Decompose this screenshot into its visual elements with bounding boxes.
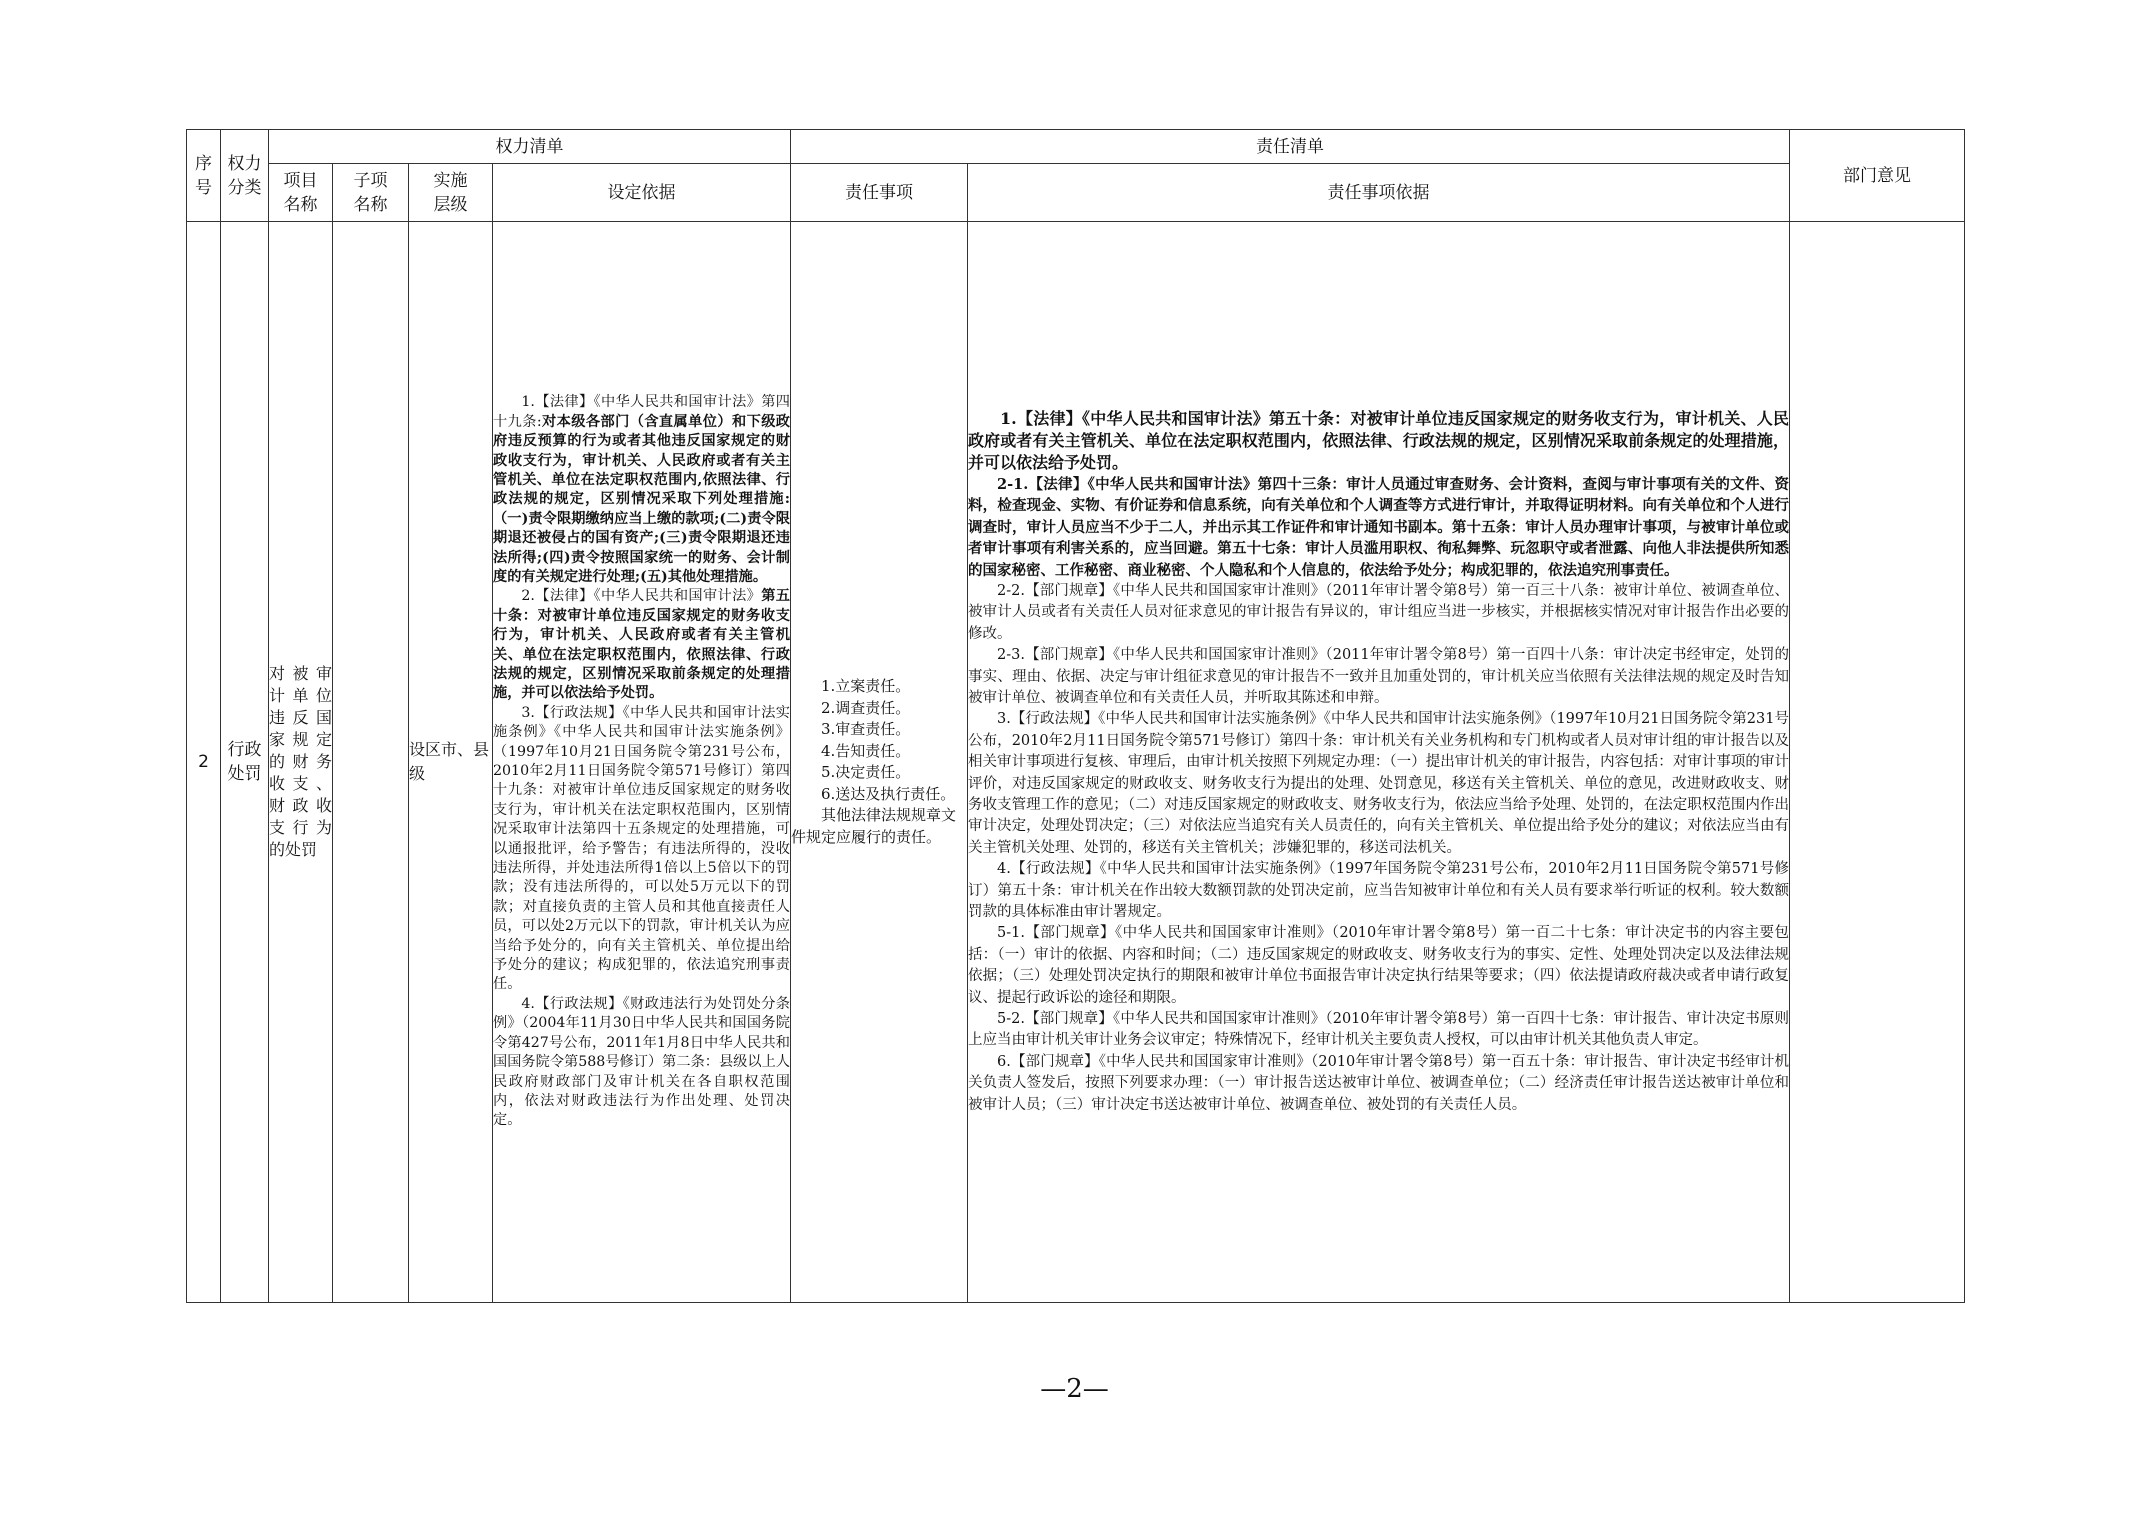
row-seq: 2: [187, 222, 221, 1303]
resp-item: 4.告知责任。: [821, 741, 911, 760]
resp-basis-paragraph: 1.【法律】《中华人民共和国审计法》第五十条：对被审计单位违反国家规定的财务收支行为，审计机关、人民政府或者有关主管机关、单位在法定职权范围内，依照法律、行政法规的规定，区别情况采取前条规定的处理措施，并可以依法给予处罚。: [968, 408, 1789, 472]
header-sub-item: 子项 名称: [333, 164, 409, 222]
row-item-name: 对被审计单位违反国家规定的财务收支、财政收支行为的处罚: [269, 222, 333, 1303]
row-category: 行政 处罚: [221, 222, 269, 1303]
resp-basis-paragraph: 2-1.【法律】《中华人民共和国审计法》第四十三条：审计人员通过审查财务、会计资料，查阅与审计事项有关的文件、资料，检查现金、实物、有价证券和信息系统，向有关单位和个人调查等方式进行审计，并取得证明材料。向有关单位和个人进行调查时，审计人员应当不少于二人，并出示其工作证件和审计通知书副本。第十五条：审计人员办理审计事项，与被审计单位或者审计事项有利害关系的，应当回避。第五十七条：审计人员滥用职权、徇私舞弊、玩忽职守或者泄露、向他人非法提供所知悉的国家秘密、工作秘密、商业秘密、个人隐私和个人信息的，依法给予处分；构成犯罪的，依法追究刑事责任。: [968, 475, 1789, 579]
header-resp-basis: 责任事项依据: [968, 164, 1790, 222]
resp-item: 其他法律法规规章文件规定应履行的责任。: [791, 806, 957, 846]
row-impl-level: 设区市、县级: [409, 222, 493, 1303]
resp-item: 2.调查责任。: [821, 698, 911, 717]
resp-item: 5.决定责任。: [821, 763, 911, 781]
resp-basis-paragraph: 2-3.【部门规章】《中华人民共和国国家审计准则》（2011年审计署令第8号）第一百四十八条：审计决定书经审定，处罚的事实、理由、依据、决定与审计组征求意见的审计报告不一致并且加重处罚的，审计机关应当依照有关法律法规的规定及时告知被审计单位、被调查单位和有关责任人员，并听取其陈述和申辩。: [968, 647, 1789, 706]
basis-paragraph: 4.【行政法规】《财政违法行为处罚处分条例》（2004年11月30日中华人民共和国国务院令第427号公布，2011年1月8日中华人民共和国国务院令第588号修订）第二条：县级以上人民政府财政部门及审计机关在各自职权范围内，依法对财政违法行为作出处理、处罚决定。: [493, 995, 790, 1129]
header-basis: 设定依据: [493, 164, 791, 222]
header-item-name: 项目 名称: [269, 164, 333, 222]
basis-paragraph: 3.【行政法规】《中华人民共和国审计法实施条例》《中华人民共和国审计法实施条例》（1997年10月21日国务院令第231号公布，2010年2月11日国务院令第571号修订）第四十九条：对被审计单位违反国家规定的财务收支行为，审计机关在法定职权范围内，区别情况采取审计法第四十五条规定的处理措施，可以通报批评，给予警告；有违法所得的，没收违法所得，并处违法所得1倍以上5倍以下的罚款；没有违法所得的，可以处5万元以下的罚款；对直接负责的主管人员和其他直接责任人员，可以处2万元以下的罚款，审计机关认为应当给予处分的，向有关主管机关、单位提出给予处分的建议；构成犯罪的，依法追究刑事责任。: [493, 704, 790, 993]
resp-item: 1.立案责任。: [821, 677, 911, 695]
resp-item: 6.送达及执行责任。: [821, 784, 956, 803]
basis-paragraph: 1.【法律】《中华人民共和国审计法》第四十九条:对本级各部门（含直属单位）和下级政府违反预算的行为或者其他违反国家规定的财政收支行为，审计机关、人民政府或者有关主管机关、单位在法定职权范围内,依照法律、行政法规的规定，区别情况采取下列处理措施:（一)责令限期缴纳应当上缴的款项;(二)责令限期退还被侵占的国有资产;(三)责令限期退还违法所得;(四)责令按照国家统一的财务、会计制度的有关规定进行处理;(五)其他处理措施。: [493, 394, 790, 585]
header-power-list: 权力清单: [269, 130, 791, 164]
row-dept-opinion: [1790, 222, 1965, 1303]
resp-basis-paragraph: 5-2.【部门规章】《中华人民共和国国家审计准则》（2010年审计署令第8号）第一百四十七条：审计报告、审计决定书原则上应当由审计机关审计业务会议审定；特殊情况下，经审计机关主要负责人授权，可以由审计机关其他负责人审定。: [968, 1011, 1789, 1049]
row-resp-basis: [968, 222, 1790, 1303]
header-resp-list: 责任清单: [791, 130, 1790, 164]
resp-basis-paragraph: 2-2.【部门规章】《中华人民共和国国家审计准则》（2011年审计署令第8号）第一百三十八条：被审计单位、被调查单位、被审计人员或者有关责任人员对征求意见的审计报告有异议的，审计组应当进一步核实，并根据核实情况对审计报告作出必要的修改。: [968, 582, 1789, 642]
resp-basis-paragraph: 5-1.【部门规章】《中华人民共和国国家审计准则》（2010年审计署令第8号）第一百二十七条：审计决定书的内容主要包括：（一）审计的依据、内容和时间；（二）违反国家规定的财政收支、财务收支行为的事实、定性、处理处罚决定以及法律法规依据；（三）处理处罚决定执行的期限和被审计单位书面报告审计决定执行结果等要求；（四）依法提请政府裁决或者申请行政复议、提起行政诉讼的途径和期限。: [968, 925, 1789, 1006]
resp-basis-paragraph: 3.【行政法规】《中华人民共和国审计法实施条例》《中华人民共和国审计法实施条例》（1997年10月21日国务院令第231号公布，2010年2月11日国务院令第571号修订）第四十条：审计机关有关业务机构和专门机构或者人员对审计组的审计报告以及相关审计事项进行复核、审理后，由审计机关按照下列规定办理：（一）提出审计机关的审计报告，内容包括：对审计事项的审计评价，对违反国家规定的财政收支、财务收支行为提出的处理、处罚意见，移送有关主管机关、单位的意见，改进财政收支、财务收支管理工作的意见；（二）对违反国家规定的财政收支、财务收支行为，依法应当给予处理、处罚的，在法定职权范围内作出审计决定，处理处罚决定；（三）对依法应当追究有关人员责任的，向有关主管机关、单位提出给予处分的建议；对依法应当由有关主管机关处理、处罚的，移送有关主管机关；涉嫌犯罪的，移送司法机关。: [968, 711, 1789, 856]
page-number: —2—: [1040, 1374, 1109, 1404]
basis-paragraph: 2.【法律】《中华人民共和国审计法》第五十条：对被审计单位违反国家规定的财务收支行为，审计机关、人民政府或者有关主管机关、单位在法定职权范围内，依照法律、行政法规的规定，区别情况采取前条规定的处理措施，并可以依法给予处罚。: [493, 588, 790, 702]
resp-basis-paragraph: 4.【行政法规】《中华人民共和国审计法实施条例》（1997年国务院令第231号公布，2010年2月11日国务院令第571号修订）第五十条：审计机关在作出较大数额罚款的处罚决定前，应当告知被审计单位和有关人员有要求举行听证的权利。较大数额罚款的具体标准由审计署规定。: [968, 861, 1789, 921]
header-category: 权力 分类: [221, 130, 269, 222]
header-dept-opinion: 部门意见: [1790, 130, 1965, 222]
power-responsibility-table: [186, 129, 1965, 1303]
header-seq: 序 号: [187, 130, 221, 222]
row-sub-item: [333, 222, 409, 1303]
header-resp-items: 责任事项: [791, 164, 968, 222]
resp-item: 3.审查责任。: [821, 720, 911, 738]
header-impl-level: 实施 层级: [409, 164, 493, 222]
row-resp-items: [791, 222, 968, 1303]
resp-basis-paragraph: 6.【部门规章】《中华人民共和国国家审计准则》（2010年审计署令第8号）第一百五十条：审计报告、审计决定书经审计机关负责人签发后，按照下列要求办理：（一）审计报告送达被审计单位、被调查单位；（二）经济责任审计报告送达被审计单位和被审计人员；（三）审计决定书送达被审计单位、被调查单位、被处罚的有关责任人员。: [968, 1053, 1789, 1113]
row-basis: [493, 222, 791, 1303]
